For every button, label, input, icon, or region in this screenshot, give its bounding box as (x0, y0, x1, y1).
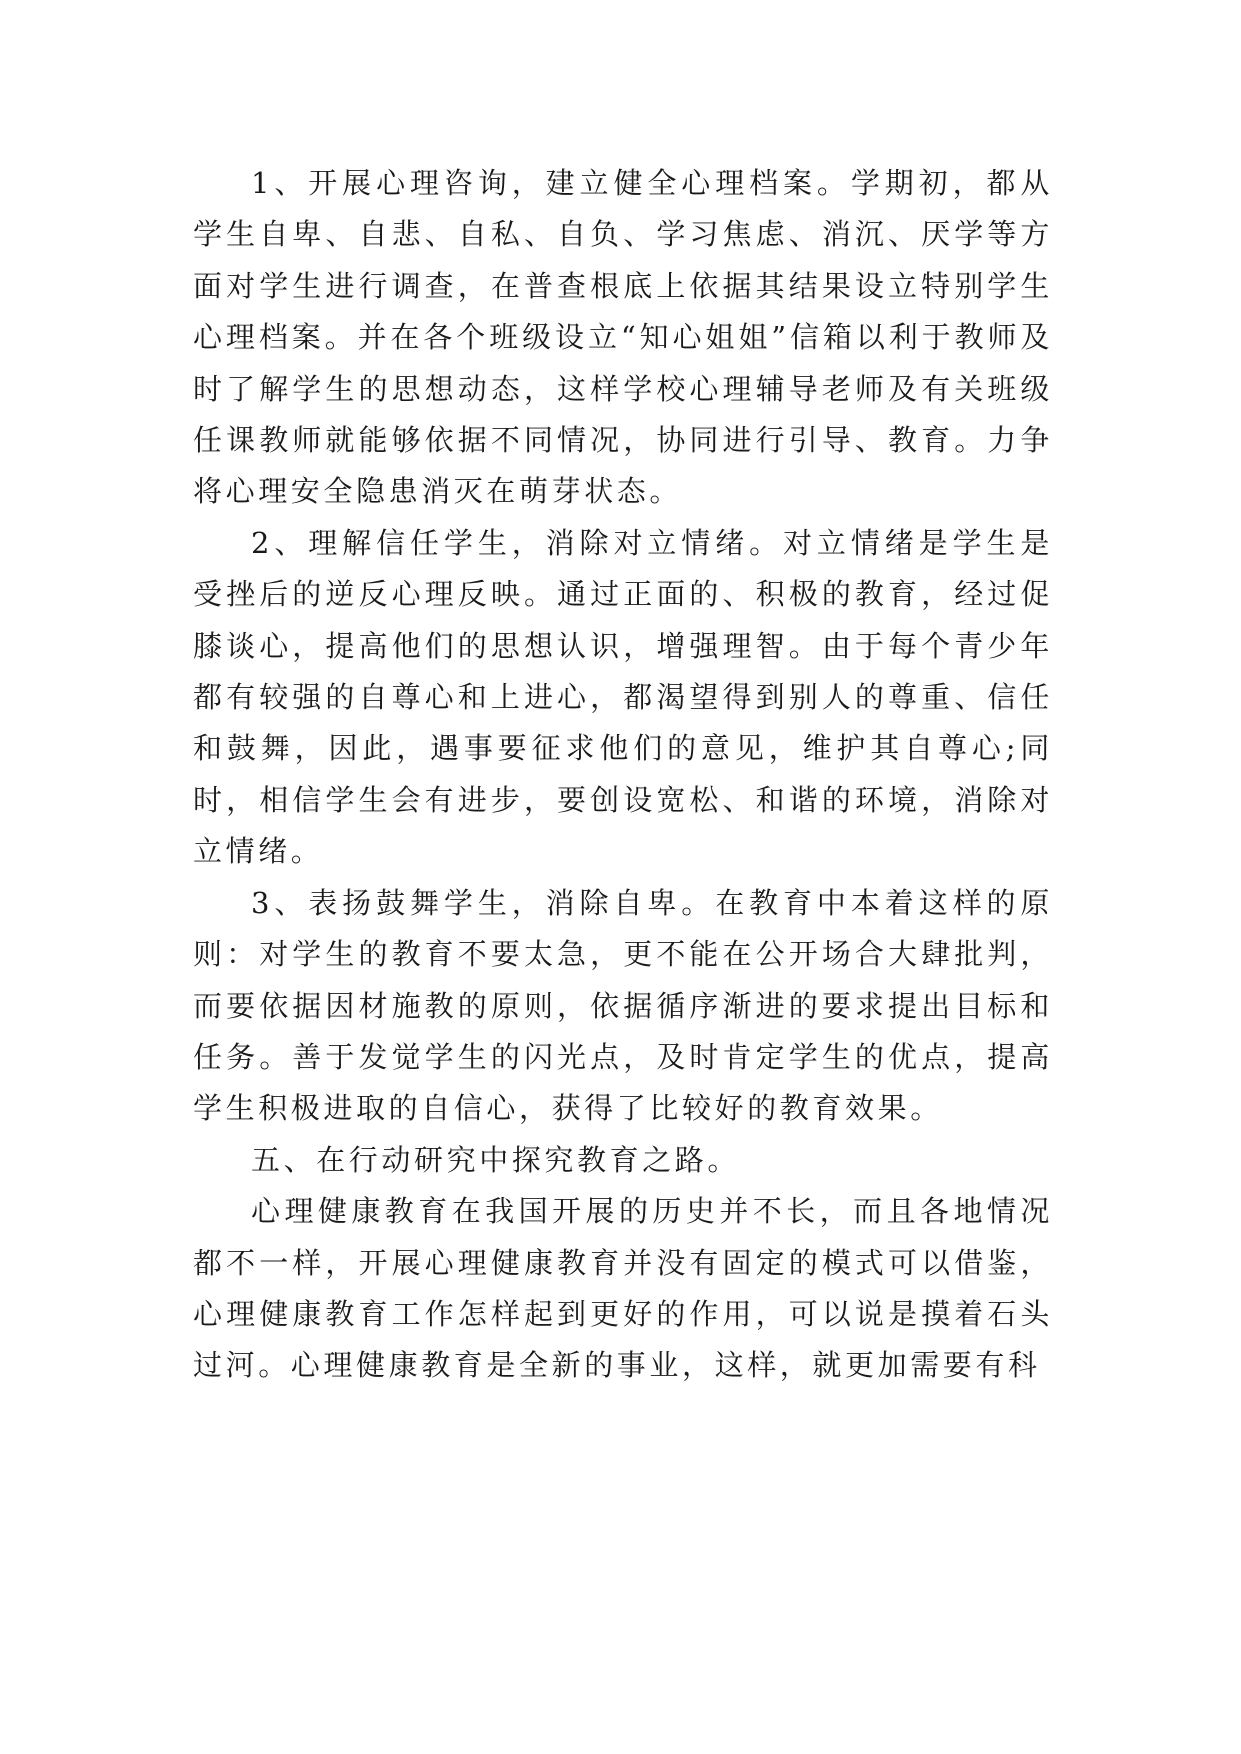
paragraph-praise-students: 3、表扬鼓舞学生，消除自卑。在教育中本着这样的原则：对学生的教育不要太急，更不能在公开场合大肆批判，而要依据因材施教的原则，依据循序渐进的要求提出目标和任务。善于发觉学生的闪光点，及时肯定学生的优点，提高学生积极进取的自信心，获得了比较好的教育效果。 (193, 885, 1053, 1126)
paragraph-trust-students: 2、理解信任学生，消除对立情绪。对立情绪是学生是受挫后的逆反心理反映。通过正面的、积极的教育，经过促膝谈心，提高他们的思想认识，增强理智。由于每个青少年都有较强的自尊心和上进心，都渴望得到别人的尊重、信任和鼓舞，因此，遇事要征求他们的意见，维护其自尊心;同时，相信学生会有进步，要创设宽松、和谐的环境，消除对立情绪。 (193, 525, 1053, 869)
paragraph-mental-health-education: 心理健康教育在我国开展的历史并不长，而且各地情况都不一样，开展心理健康教育并没有固定的模式可以借鉴，心理健康教育工作怎样起到更好的作用，可以说是摸着石头过河。心理健康教育是全新的事业，这样，就更加需要有科 (193, 1194, 1053, 1383)
document-body (193, 158, 1053, 1392)
section-heading-action-research: 五、在行动研究中探究教育之路。 (251, 1142, 741, 1177)
paragraph-counseling-archives: 1、开展心理咨询，建立健全心理档案。学期初，都从学生自卑、自悲、自私、自负、学习焦虑、消沉、厌学等方面对学生进行调查，在普查根底上依据其结果设立特别学生心理档案。并在各个班级设立“知心姐姐”信箱以利于教师及时了解学生的思想动态，这样学校心理辅导老师及有关班级任课教师就能够依据不同情况，协同进行引导、教育。力争将心理安全隐患消灭在萌芽状态。 (193, 166, 1053, 509)
